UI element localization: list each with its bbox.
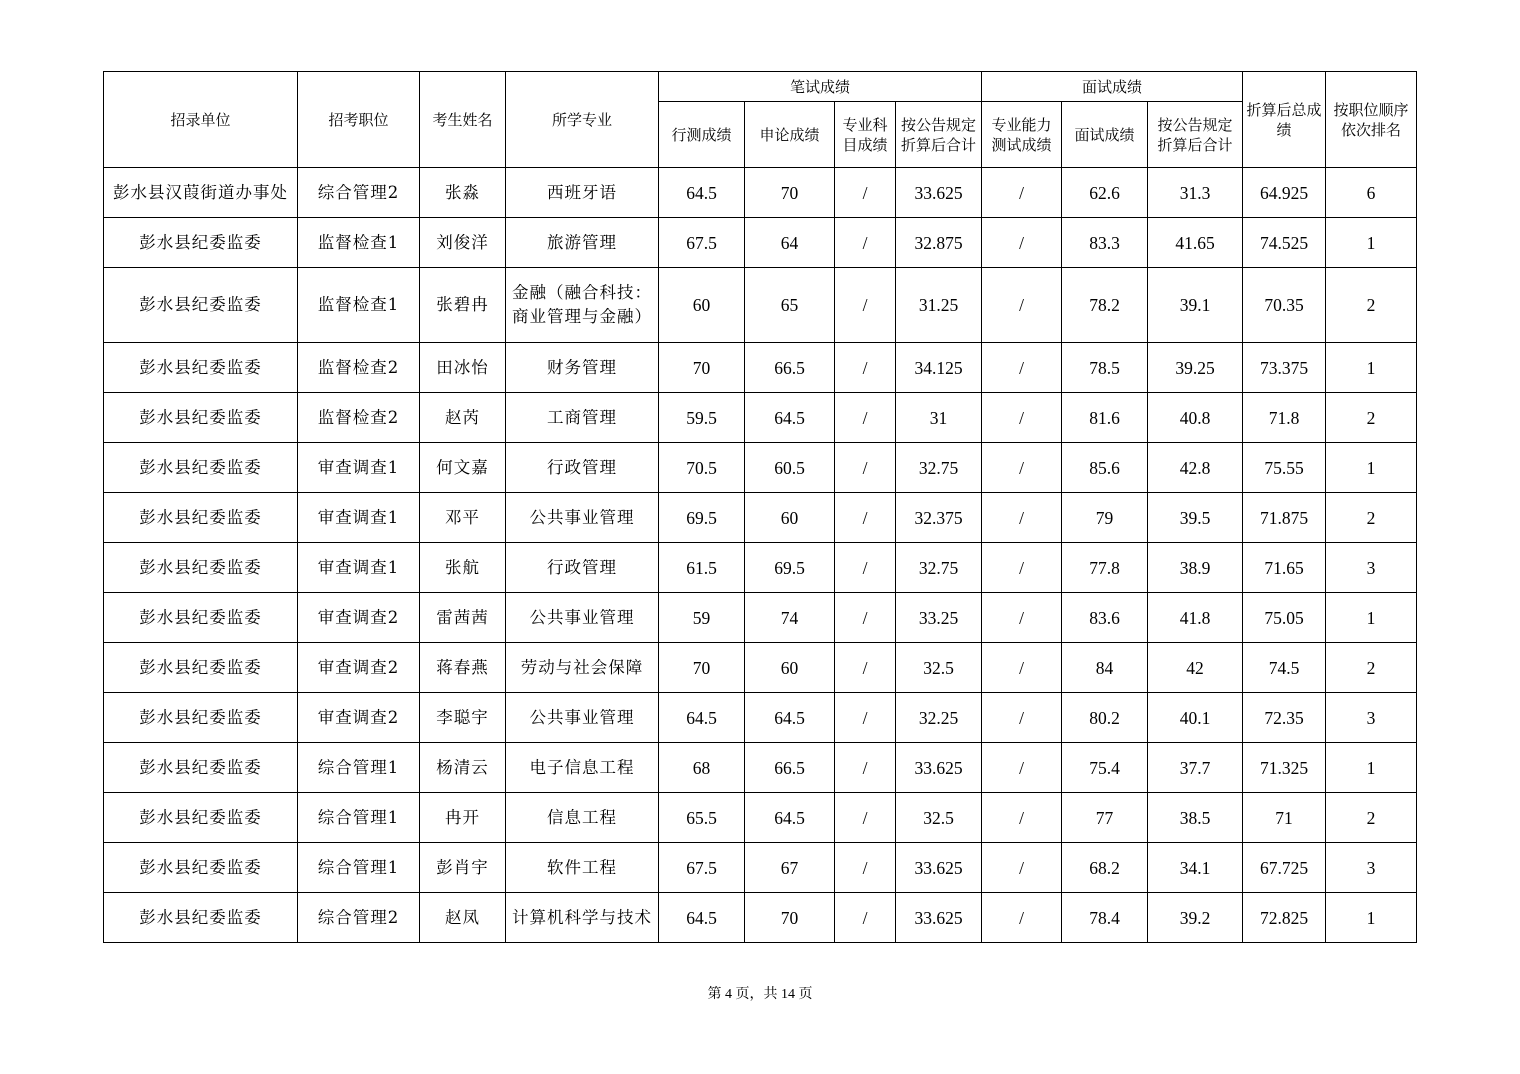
cell-unit: 彭水县纪委监委 (104, 493, 298, 543)
header-interview: 面试成绩 (1062, 102, 1148, 168)
cell-total: 70.35 (1243, 268, 1326, 343)
cell-written-total: 33.625 (896, 893, 982, 943)
cell-subject: / (835, 493, 896, 543)
cell-major: 西班牙语 (506, 168, 659, 218)
cell-shenlun: 74 (745, 593, 835, 643)
cell-major: 公共事业管理 (506, 493, 659, 543)
cell-xingce: 67.5 (659, 843, 745, 893)
cell-ability: / (982, 743, 1062, 793)
cell-major: 信息工程 (506, 793, 659, 843)
cell-name: 冉开 (420, 793, 506, 843)
cell-unit: 彭水县纪委监委 (104, 843, 298, 893)
header-name: 考生姓名 (420, 72, 506, 168)
cell-total: 67.725 (1243, 843, 1326, 893)
cell-shenlun: 64.5 (745, 793, 835, 843)
cell-major: 劳动与社会保障 (506, 643, 659, 693)
cell-position: 监督检查2 (298, 343, 420, 393)
cell-ability: / (982, 493, 1062, 543)
cell-shenlun: 60.5 (745, 443, 835, 493)
cell-subject: / (835, 343, 896, 393)
cell-xingce: 69.5 (659, 493, 745, 543)
cell-position: 审查调查2 (298, 593, 420, 643)
header-rank: 按职位顺序依次排名 (1326, 72, 1417, 168)
cell-ability: / (982, 543, 1062, 593)
cell-interview-total: 38.5 (1148, 793, 1243, 843)
cell-unit: 彭水县纪委监委 (104, 218, 298, 268)
cell-subject: / (835, 643, 896, 693)
cell-unit: 彭水县纪委监委 (104, 693, 298, 743)
cell-xingce: 59.5 (659, 393, 745, 443)
cell-subject: / (835, 743, 896, 793)
cell-position: 审查调查1 (298, 493, 420, 543)
cell-ability: / (982, 443, 1062, 493)
cell-rank: 1 (1326, 218, 1417, 268)
header-written-total: 按公告规定折算后合计 (896, 102, 982, 168)
cell-subject: / (835, 843, 896, 893)
cell-position: 综合管理1 (298, 743, 420, 793)
table-row (104, 893, 1417, 943)
cell-subject: / (835, 893, 896, 943)
cell-shenlun: 64.5 (745, 693, 835, 743)
cell-name: 邓平 (420, 493, 506, 543)
cell-major: 金融（融合科技：商业管理与金融） (506, 268, 659, 343)
results-table (103, 71, 1417, 943)
cell-interview-total: 41.8 (1148, 593, 1243, 643)
cell-ability: / (982, 393, 1062, 443)
cell-unit: 彭水县纪委监委 (104, 543, 298, 593)
cell-unit: 彭水县纪委监委 (104, 443, 298, 493)
cell-xingce: 64.5 (659, 693, 745, 743)
cell-subject: / (835, 693, 896, 743)
cell-unit: 彭水县纪委监委 (104, 643, 298, 693)
cell-major: 软件工程 (506, 843, 659, 893)
cell-interview-total: 39.1 (1148, 268, 1243, 343)
cell-position: 监督检查1 (298, 218, 420, 268)
cell-xingce: 65.5 (659, 793, 745, 843)
header-position: 招考职位 (298, 72, 420, 168)
cell-interview-total: 31.3 (1148, 168, 1243, 218)
cell-shenlun: 60 (745, 643, 835, 693)
cell-unit: 彭水县纪委监委 (104, 343, 298, 393)
cell-xingce: 70.5 (659, 443, 745, 493)
cell-position: 综合管理2 (298, 168, 420, 218)
cell-written-total: 32.5 (896, 643, 982, 693)
cell-rank: 1 (1326, 893, 1417, 943)
cell-position: 审查调查2 (298, 693, 420, 743)
cell-shenlun: 60 (745, 493, 835, 543)
cell-subject: / (835, 218, 896, 268)
cell-written-total: 34.125 (896, 343, 982, 393)
cell-shenlun: 69.5 (745, 543, 835, 593)
cell-interview-total: 41.65 (1148, 218, 1243, 268)
cell-shenlun: 66.5 (745, 743, 835, 793)
header-interview-total: 按公告规定折算后合计 (1148, 102, 1243, 168)
cell-name: 刘俊洋 (420, 218, 506, 268)
table-row (104, 443, 1417, 493)
table-body (104, 168, 1417, 943)
cell-rank: 3 (1326, 543, 1417, 593)
cell-position: 监督检查2 (298, 393, 420, 443)
cell-interview: 81.6 (1062, 393, 1148, 443)
cell-ability: / (982, 268, 1062, 343)
cell-position: 审查调查1 (298, 543, 420, 593)
cell-total: 71 (1243, 793, 1326, 843)
cell-shenlun: 66.5 (745, 343, 835, 393)
cell-shenlun: 64.5 (745, 393, 835, 443)
cell-name: 赵芮 (420, 393, 506, 443)
cell-subject: / (835, 393, 896, 443)
header-written-group: 笔试成绩 (659, 72, 982, 102)
cell-total: 71.325 (1243, 743, 1326, 793)
cell-rank: 1 (1326, 343, 1417, 393)
cell-subject: / (835, 543, 896, 593)
cell-rank: 2 (1326, 493, 1417, 543)
cell-total: 73.375 (1243, 343, 1326, 393)
cell-total: 64.925 (1243, 168, 1326, 218)
cell-ability: / (982, 643, 1062, 693)
cell-subject: / (835, 268, 896, 343)
cell-interview: 78.5 (1062, 343, 1148, 393)
cell-major: 电子信息工程 (506, 743, 659, 793)
table-row (104, 393, 1417, 443)
cell-total: 75.55 (1243, 443, 1326, 493)
cell-unit: 彭水县纪委监委 (104, 793, 298, 843)
cell-xingce: 60 (659, 268, 745, 343)
cell-interview: 84 (1062, 643, 1148, 693)
cell-interview-total: 38.9 (1148, 543, 1243, 593)
cell-position: 综合管理1 (298, 793, 420, 843)
cell-total: 72.35 (1243, 693, 1326, 743)
cell-interview-total: 40.1 (1148, 693, 1243, 743)
cell-total: 74.525 (1243, 218, 1326, 268)
cell-xingce: 70 (659, 343, 745, 393)
page-footer: 第 4 页，共 14 页 (707, 987, 813, 1002)
cell-written-total: 33.625 (896, 168, 982, 218)
header-total: 折算后总成绩 (1243, 72, 1326, 168)
cell-total: 72.825 (1243, 893, 1326, 943)
cell-rank: 1 (1326, 593, 1417, 643)
cell-ability: / (982, 893, 1062, 943)
cell-ability: / (982, 168, 1062, 218)
cell-interview: 75.4 (1062, 743, 1148, 793)
cell-interview: 68.2 (1062, 843, 1148, 893)
cell-major: 公共事业管理 (506, 693, 659, 743)
cell-interview: 80.2 (1062, 693, 1148, 743)
cell-subject: / (835, 168, 896, 218)
table-row (104, 343, 1417, 393)
cell-written-total: 32.25 (896, 693, 982, 743)
cell-rank: 2 (1326, 268, 1417, 343)
header-subject: 专业科目成绩 (835, 102, 896, 168)
cell-major: 行政管理 (506, 543, 659, 593)
cell-xingce: 64.5 (659, 893, 745, 943)
cell-name: 蒋春燕 (420, 643, 506, 693)
cell-position: 综合管理2 (298, 893, 420, 943)
cell-xingce: 59 (659, 593, 745, 643)
cell-written-total: 32.875 (896, 218, 982, 268)
cell-written-total: 33.25 (896, 593, 982, 643)
cell-position: 审查调查1 (298, 443, 420, 493)
cell-written-total: 33.625 (896, 843, 982, 893)
table-row (104, 743, 1417, 793)
cell-total: 71.65 (1243, 543, 1326, 593)
cell-interview-total: 39.2 (1148, 893, 1243, 943)
cell-name: 何文嘉 (420, 443, 506, 493)
cell-ability: / (982, 343, 1062, 393)
cell-major: 财务管理 (506, 343, 659, 393)
cell-interview: 83.6 (1062, 593, 1148, 643)
cell-ability: / (982, 593, 1062, 643)
cell-interview: 77 (1062, 793, 1148, 843)
cell-total: 71.8 (1243, 393, 1326, 443)
cell-written-total: 32.375 (896, 493, 982, 543)
cell-interview: 83.3 (1062, 218, 1148, 268)
cell-rank: 3 (1326, 843, 1417, 893)
header-ability: 专业能力测试成绩 (982, 102, 1062, 168)
cell-shenlun: 64 (745, 218, 835, 268)
cell-interview: 85.6 (1062, 443, 1148, 493)
cell-major: 旅游管理 (506, 218, 659, 268)
cell-shenlun: 67 (745, 843, 835, 893)
cell-subject: / (835, 593, 896, 643)
header-major: 所学专业 (506, 72, 659, 168)
cell-name: 张航 (420, 543, 506, 593)
cell-rank: 1 (1326, 743, 1417, 793)
cell-subject: / (835, 443, 896, 493)
cell-total: 75.05 (1243, 593, 1326, 643)
cell-interview-total: 39.25 (1148, 343, 1243, 393)
cell-rank: 2 (1326, 393, 1417, 443)
cell-interview-total: 40.8 (1148, 393, 1243, 443)
cell-position: 监督检查1 (298, 268, 420, 343)
cell-unit: 彭水县汉葭街道办事处 (104, 168, 298, 218)
cell-position: 综合管理1 (298, 843, 420, 893)
cell-major: 计算机科学与技术 (506, 893, 659, 943)
cell-unit: 彭水县纪委监委 (104, 268, 298, 343)
cell-rank: 6 (1326, 168, 1417, 218)
cell-xingce: 68 (659, 743, 745, 793)
cell-position: 审查调查2 (298, 643, 420, 693)
cell-interview: 78.4 (1062, 893, 1148, 943)
table-row (104, 843, 1417, 893)
table-row (104, 693, 1417, 743)
header-shenlun: 申论成绩 (745, 102, 835, 168)
cell-interview: 77.8 (1062, 543, 1148, 593)
cell-name: 田冰怡 (420, 343, 506, 393)
cell-major: 行政管理 (506, 443, 659, 493)
cell-ability: / (982, 793, 1062, 843)
cell-name: 雷茜茜 (420, 593, 506, 643)
cell-interview: 79 (1062, 493, 1148, 543)
cell-name: 张碧冉 (420, 268, 506, 343)
cell-name: 张淼 (420, 168, 506, 218)
cell-xingce: 70 (659, 643, 745, 693)
cell-xingce: 64.5 (659, 168, 745, 218)
table-row (104, 543, 1417, 593)
cell-unit: 彭水县纪委监委 (104, 593, 298, 643)
cell-subject: / (835, 793, 896, 843)
cell-written-total: 31 (896, 393, 982, 443)
cell-major: 工商管理 (506, 393, 659, 443)
cell-total: 71.875 (1243, 493, 1326, 543)
cell-written-total: 32.5 (896, 793, 982, 843)
cell-rank: 3 (1326, 693, 1417, 743)
cell-rank: 1 (1326, 443, 1417, 493)
cell-ability: / (982, 218, 1062, 268)
cell-interview-total: 42.8 (1148, 443, 1243, 493)
cell-written-total: 32.75 (896, 543, 982, 593)
table-row (104, 593, 1417, 643)
table-row (104, 168, 1417, 218)
cell-name: 彭肖宇 (420, 843, 506, 893)
cell-name: 李聪宇 (420, 693, 506, 743)
header-xingce: 行测成绩 (659, 102, 745, 168)
cell-name: 赵凤 (420, 893, 506, 943)
table-row (104, 793, 1417, 843)
cell-shenlun: 65 (745, 268, 835, 343)
cell-rank: 2 (1326, 793, 1417, 843)
cell-interview: 62.6 (1062, 168, 1148, 218)
cell-unit: 彭水县纪委监委 (104, 893, 298, 943)
cell-written-total: 33.625 (896, 743, 982, 793)
cell-written-total: 31.25 (896, 268, 982, 343)
cell-unit: 彭水县纪委监委 (104, 393, 298, 443)
cell-total: 74.5 (1243, 643, 1326, 693)
header-interview-group: 面试成绩 (982, 72, 1243, 102)
cell-xingce: 61.5 (659, 543, 745, 593)
cell-rank: 2 (1326, 643, 1417, 693)
table-row (104, 643, 1417, 693)
cell-unit: 彭水县纪委监委 (104, 743, 298, 793)
cell-ability: / (982, 843, 1062, 893)
header-unit: 招录单位 (104, 72, 298, 168)
cell-xingce: 67.5 (659, 218, 745, 268)
cell-interview-total: 34.1 (1148, 843, 1243, 893)
cell-interview-total: 39.5 (1148, 493, 1243, 543)
cell-interview-total: 37.7 (1148, 743, 1243, 793)
cell-shenlun: 70 (745, 893, 835, 943)
cell-ability: / (982, 693, 1062, 743)
cell-written-total: 32.75 (896, 443, 982, 493)
cell-name: 杨清云 (420, 743, 506, 793)
cell-interview-total: 42 (1148, 643, 1243, 693)
table-row (104, 493, 1417, 543)
table-row (104, 268, 1417, 343)
cell-major: 公共事业管理 (506, 593, 659, 643)
cell-interview: 78.2 (1062, 268, 1148, 343)
table-row (104, 218, 1417, 268)
cell-shenlun: 70 (745, 168, 835, 218)
